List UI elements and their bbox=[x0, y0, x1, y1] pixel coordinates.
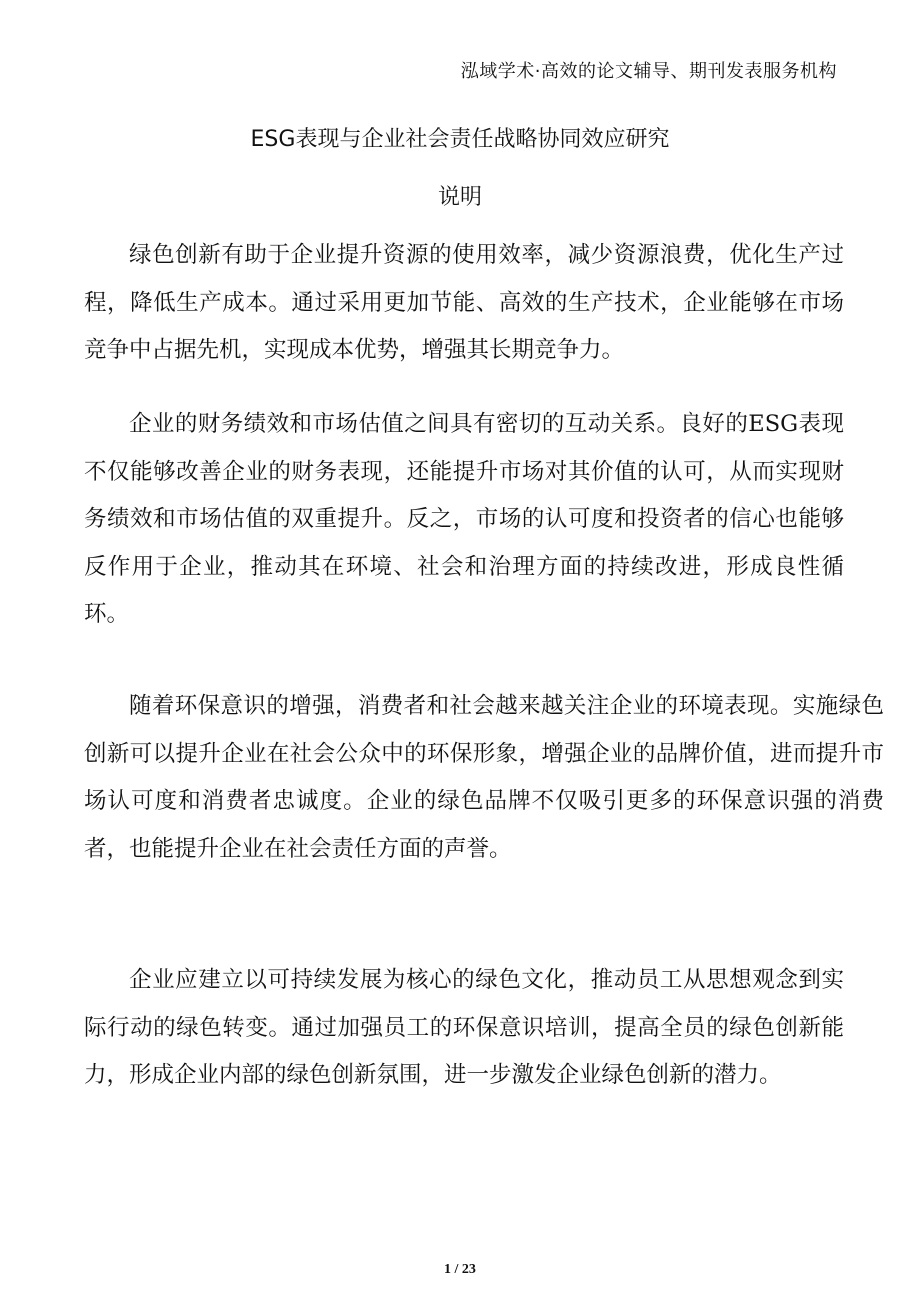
body-paragraph-2: 企业的财务绩效和市场估值之间具有密切的互动关系。良好的ESG表现不仅能够改善企业的财务表现，还能提升市场对其价值的认可，从而实现财务绩效和市场估值的双重提升。反之，市场的认可度和投资者的信心也能够反作用于企业，推动其在环境、社会和治理方面的持续改进，形成良性循环。 bbox=[84, 411, 844, 627]
section-heading: 说明 bbox=[437, 185, 482, 210]
page-header: 泓域学术·高效的论文辅导、期刊发表服务机构 bbox=[460, 61, 837, 82]
body-paragraph-4: 企业应建立以可持续发展为核心的绿色文化，推动员工从思想观念到实际行动的绿色转变。通过加强员工的环保意识培训，提高全员的绿色创新能力，形成企业内部的绿色创新氛围，进一步激发企业绿色创新的潜力。 bbox=[84, 967, 844, 1088]
body-paragraph-3: 随着环保意识的增强，消费者和社会越来越关注企业的环境表现。实施绿色创新可以提升企业在社会公众中的环保形象，增强企业的品牌价值，进而提升市场认可度和消费者忠诚度。企业的绿色品牌不仅吸引更多的环保意识强的消费者，也能提升企业在社会责任方面的声誉。 bbox=[84, 693, 884, 862]
page-number: 1 / 23 bbox=[444, 1262, 476, 1277]
body-paragraph-1: 绿色创新有助于企业提升资源的使用效率，减少资源浪费，优化生产过程，降低生产成本。通过采用更加节能、高效的生产技术，企业能够在市场竞争中占据先机，实现成本优势，增强其长期竞争力。 bbox=[84, 242, 844, 363]
document-title: ESG表现与企业社会责任战略协同效应研究 bbox=[250, 127, 670, 152]
